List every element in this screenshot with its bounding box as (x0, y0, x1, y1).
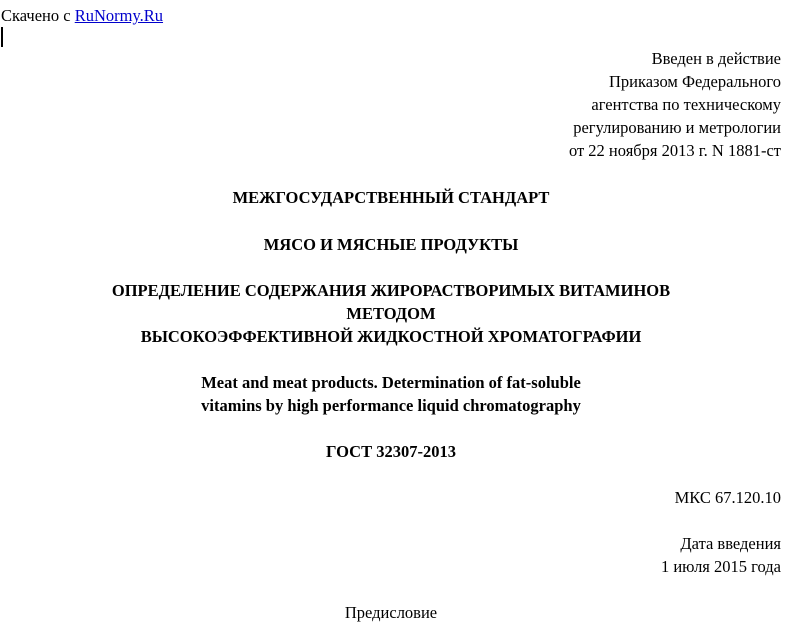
russian-title (0, 279, 782, 348)
russian-title-line: ВЫСОКОЭФФЕКТИВНОЙ ЖИДКОСТНОЙ ХРОМАТОГРАФИИ (140, 327, 642, 346)
text-cursor (1, 27, 3, 47)
english-title (0, 371, 782, 417)
enactment-line: от 22 ноября 2013 г. N 1881-ст (568, 141, 781, 160)
standard-type-heading: МЕЖГОСУДАРСТВЕННЫЙ СТАНДАРТ (232, 188, 550, 207)
download-source-prefix: Скачено с (1, 6, 75, 25)
english-title-line: Meat and meat products. Determination of fat-soluble (201, 373, 581, 392)
mks-code: МКС 67.120.10 (674, 488, 781, 507)
runormy-link[interactable]: RuNormy.Ru (74, 6, 164, 25)
english-title-line: vitamins by high performance liquid chromatography (201, 396, 581, 415)
russian-title-line: МЕТОДОМ (346, 304, 436, 323)
introduction-date-value: 1 июля 2015 года (660, 557, 781, 576)
enactment-line: Введен в действие (651, 49, 781, 68)
gost-number: ГОСТ 32307-2013 (326, 442, 456, 461)
enactment-line: регулированию и метрологии (573, 118, 781, 137)
russian-title-line: ОПРЕДЕЛЕНИЕ СОДЕРЖАНИЯ ЖИРОРАСТВОРИМЫХ ВИТАМИНОВ (111, 281, 671, 300)
foreword-heading: Предисловие (344, 603, 438, 622)
enactment-line: Приказом Федерального (608, 72, 781, 91)
enactment-note (569, 47, 781, 162)
enactment-line: агентства по техническому (591, 95, 781, 114)
download-source-line (1, 4, 163, 27)
introduction-date-label: Дата введения (680, 534, 781, 553)
subject-heading: МЯСО И МЯСНЫЕ ПРОДУКТЫ (263, 235, 519, 254)
introduction-date (661, 532, 781, 578)
